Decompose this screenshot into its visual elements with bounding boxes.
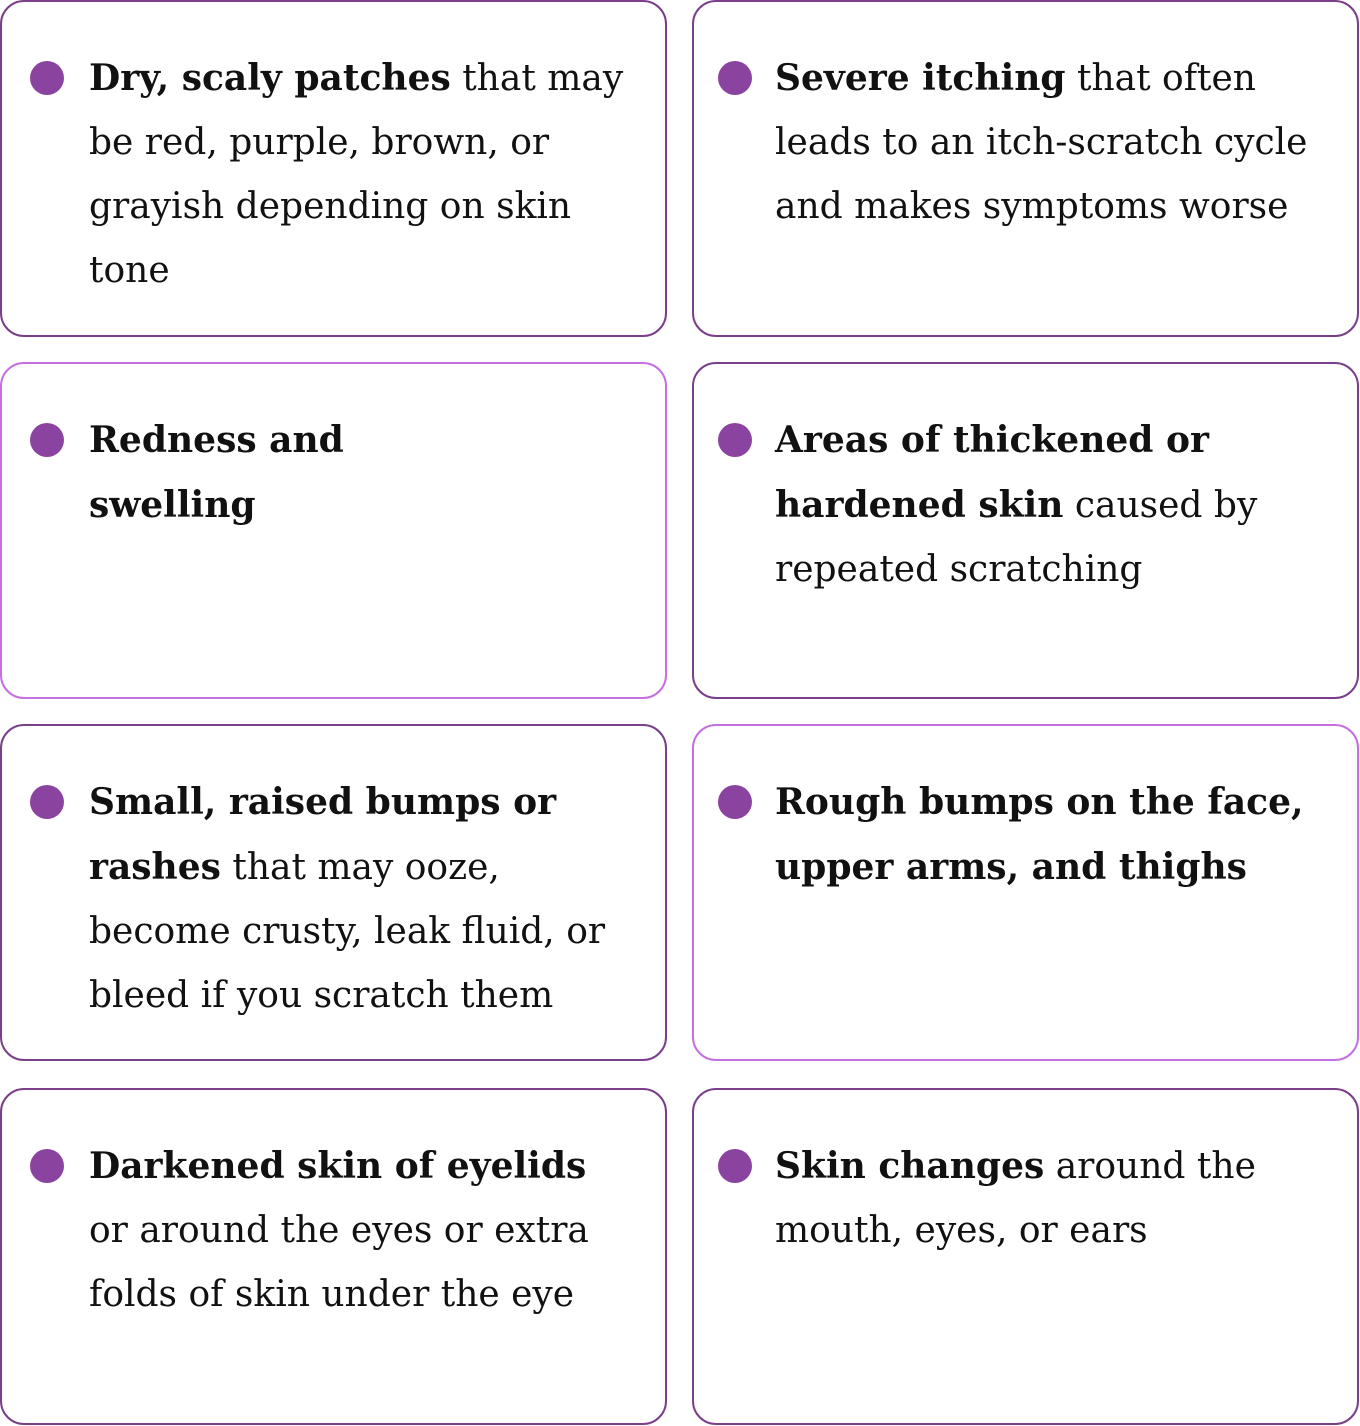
symptom-text <box>775 770 1335 900</box>
bullet-dot-icon <box>718 785 752 819</box>
symptom-text <box>89 1134 634 1327</box>
symptom-card <box>692 362 1359 699</box>
symptom-text <box>775 408 1335 602</box>
symptom-card <box>0 362 667 699</box>
symptom-bold: Skin changes <box>775 1145 1045 1187</box>
symptom-bold: Areas of thickened or hardened skin <box>775 419 1209 526</box>
symptom-bold: Darkened skin of eyelids <box>89 1145 587 1187</box>
symptom-card <box>0 1088 667 1425</box>
bullet-dot-icon <box>30 1149 64 1183</box>
symptom-rest: that may ooze, become crusty, leak fluid, or bleed if you scratch them <box>89 847 606 1016</box>
symptom-text <box>89 408 389 538</box>
bullet-dot-icon <box>30 785 64 819</box>
symptom-rest: that may be red, purple, brown, or grayish depending on skin tone <box>89 58 624 291</box>
symptom-rest: that often leads to an itch-scratch cycle and makes symptoms worse <box>775 58 1308 227</box>
symptom-card <box>0 724 667 1061</box>
symptom-card <box>692 0 1359 337</box>
symptom-card <box>0 0 667 337</box>
symptom-text <box>89 770 634 1028</box>
bullet-dot-icon <box>718 423 752 457</box>
symptom-bold: Redness and swelling <box>89 419 344 526</box>
symptom-text <box>775 46 1335 239</box>
symptom-bold: Severe itching <box>775 57 1066 99</box>
symptom-text <box>775 1134 1335 1263</box>
symptom-card <box>692 1088 1359 1425</box>
symptom-text <box>89 46 634 303</box>
bullet-dot-icon <box>718 1149 752 1183</box>
symptom-rest: caused by repeated scratching <box>775 485 1258 590</box>
symptom-bold: Small, raised bumps or rashes <box>89 781 557 888</box>
bullet-dot-icon <box>718 61 752 95</box>
symptom-bold: Dry, scaly patches <box>89 57 451 99</box>
bullet-dot-icon <box>30 61 64 95</box>
bullet-dot-icon <box>30 423 64 457</box>
symptom-card <box>692 724 1359 1061</box>
symptom-rest: or around the eyes or extra folds of skin under the eye <box>89 1210 589 1315</box>
symptom-bold: Rough bumps on the face, upper arms, and thighs <box>775 781 1304 888</box>
symptom-rest: around the mouth, eyes, or ears <box>775 1146 1256 1251</box>
